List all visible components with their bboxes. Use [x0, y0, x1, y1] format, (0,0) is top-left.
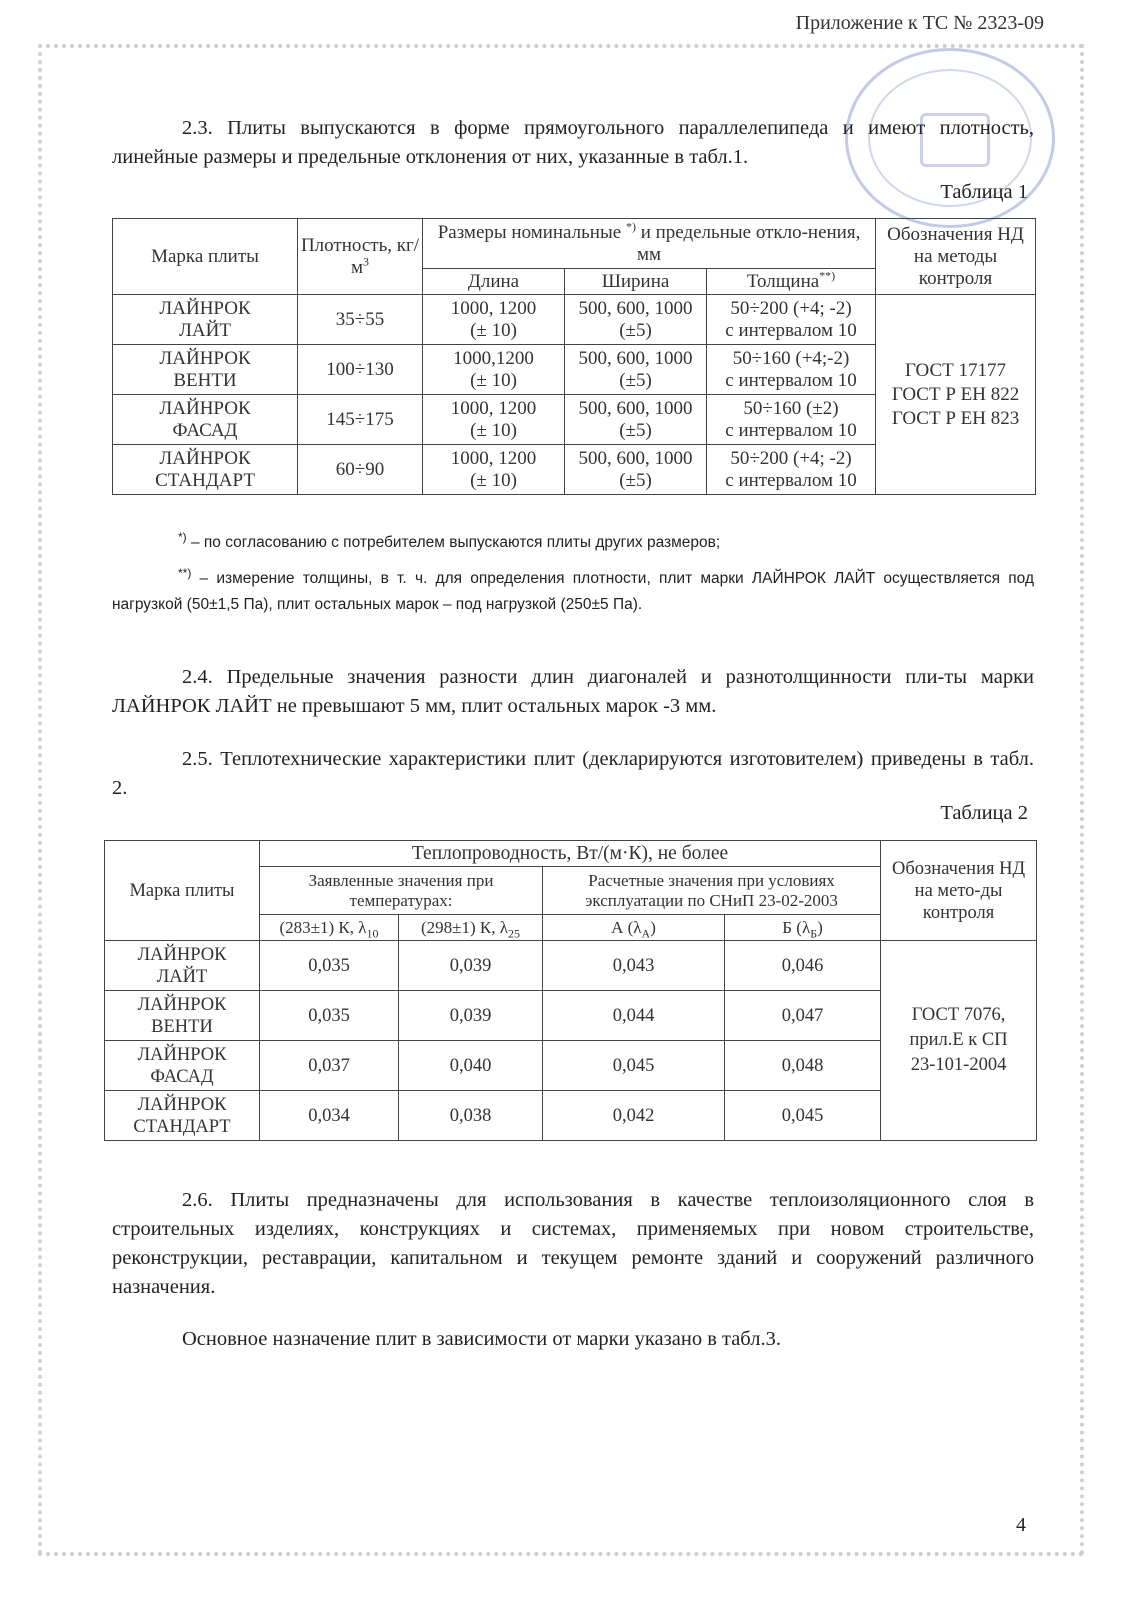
table-row: ЛАЙНРОК ФАСАД 0,037 0,040 0,045 0,048 [105, 1041, 1037, 1091]
footnote-2: **) – измерение толщины, в т. ч. для определения плотности, плит марки ЛАЙНРОК ЛАЙТ осуществляется под нагрузкой (50±1,5 Па), плит остальных марок – под нагрузкой (250±5 Па). [112, 565, 1034, 613]
table-row: ЛАЙНРОК СТАНДАРТ 0,034 0,038 0,042 0,045 [105, 1091, 1037, 1141]
table1-header-width: Ширина [565, 269, 707, 295]
page-number: 4 [1016, 1514, 1026, 1536]
paragraph-2-5: 2.5. Теплотехнические характеристики плит (декларируются изготовителем) приведены в табл. 2. [112, 748, 1034, 799]
table2-header-conductivity: Теплопроводность, Вт/(м·К), не более [260, 841, 881, 867]
table2-header-t283: (283±1) К, $\lambda_{10}$ [260, 915, 399, 941]
table1-header-sizes: Размеры номинальные *) и предельные откло-нения, мм [423, 219, 876, 269]
paragraph-2-4: 2.4. Предельные значения разности длин диагоналей и разнотолщинности пли-ты марки ЛАЙНРОК ЛАЙТ не превышают 5 мм, плит остальных марок -3 мм. [112, 666, 1034, 717]
table1-header-thickness: Толщина**) [707, 269, 876, 295]
table-row: ЛАЙНРОК СТАНДАРТ 60÷90 1000, 1200 (± 10) 500, 600, 1000 (±5) 50÷200 (+4; -2) с интервалом 10 [113, 445, 1036, 495]
table-row: ЛАЙНРОК ЛАЙТ 35÷55 1000, 1200 (± 10) 500, 600, 1000 (±5) 50÷200 (+4; -2) с интервалом 10 ГОСТ 17177 ГОСТ Р ЕН 822 ГОСТ Р ЕН 823 [113, 295, 1036, 345]
footnote-1: *) – по согласованию с потребителем выпускаются плиты других размеров; [178, 529, 721, 551]
table1-header-brand: Марка плиты [113, 219, 298, 295]
table2-header-t298: (298±1) К, $\lambda_{25}$ [399, 915, 543, 941]
paragraph-main-purpose: Основное назначение плит в зависимости от марки указано в табл.3. [182, 1328, 781, 1350]
table-row: ЛАЙНРОК ФАСАД 145÷175 1000, 1200 (± 10) 500, 600, 1000 (±5) 50÷160 (±2) с интервалом 10 [113, 395, 1036, 445]
page-header: Приложение к ТС № 2323-09 [795, 12, 1044, 34]
table2-header-a: А $(\lambda_А)$ [543, 915, 725, 941]
table2-label: Таблица 2 [940, 802, 1028, 824]
table-row: ЛАЙНРОК ВЕНТИ 100÷130 1000,1200 (± 10) 500, 600, 1000 (±5) 50÷160 (+4;-2) с интервалом 10 [113, 345, 1036, 395]
table2-header-nd: Обозначения НД на мето-ды контроля [881, 841, 1037, 941]
table-row: ЛАЙНРОК ВЕНТИ 0,035 0,039 0,044 0,047 [105, 991, 1037, 1041]
table2-header-b: Б $(\lambda_Б)$ [725, 915, 881, 941]
table-row: ЛАЙНРОК ЛАЙТ 0,035 0,039 0,043 0,046 ГОСТ 7076, прил.Е к СП 23-101-2004 [105, 941, 1037, 991]
table1-header-density: Плотность, $кг/м^3$ [298, 219, 423, 295]
table-1 [112, 218, 1036, 495]
table1-header-length: Длина [423, 269, 565, 295]
table1-nd-cell: ГОСТ 17177 ГОСТ Р ЕН 822 ГОСТ Р ЕН 823 [876, 295, 1036, 495]
table2-header-calculated: Расчетные значения при условиях эксплуатации по СНиП 23-02-2003 [543, 867, 881, 915]
table2-header-brand: Марка плиты [105, 841, 260, 941]
paragraph-2-3: 2.3. Плиты выпускаются в форме прямоугольного параллелепипеда и имеют плотность, линейные размеры и предельные отклонения от них, указанные в табл.1. [112, 117, 1034, 168]
table2-header-declared: Заявленные значения при температурах: [260, 867, 543, 915]
table-2 [104, 840, 1037, 1141]
table2-nd-cell: ГОСТ 7076, прил.Е к СП 23-101-2004 [881, 941, 1037, 1141]
table1-header-nd: Обозначения НД на методы контроля [876, 219, 1036, 295]
paragraph-2-6: 2.6. Плиты предназначены для использования в качестве теплоизоляционного слоя в строительных изделиях, конструкциях и системах, применяемых при новом строительстве, реконструкции, реставрации, капитальном и текущем ремонте зданий и сооружений различного назначения. [112, 1189, 1034, 1298]
table1-label: Таблица 1 [940, 181, 1028, 203]
